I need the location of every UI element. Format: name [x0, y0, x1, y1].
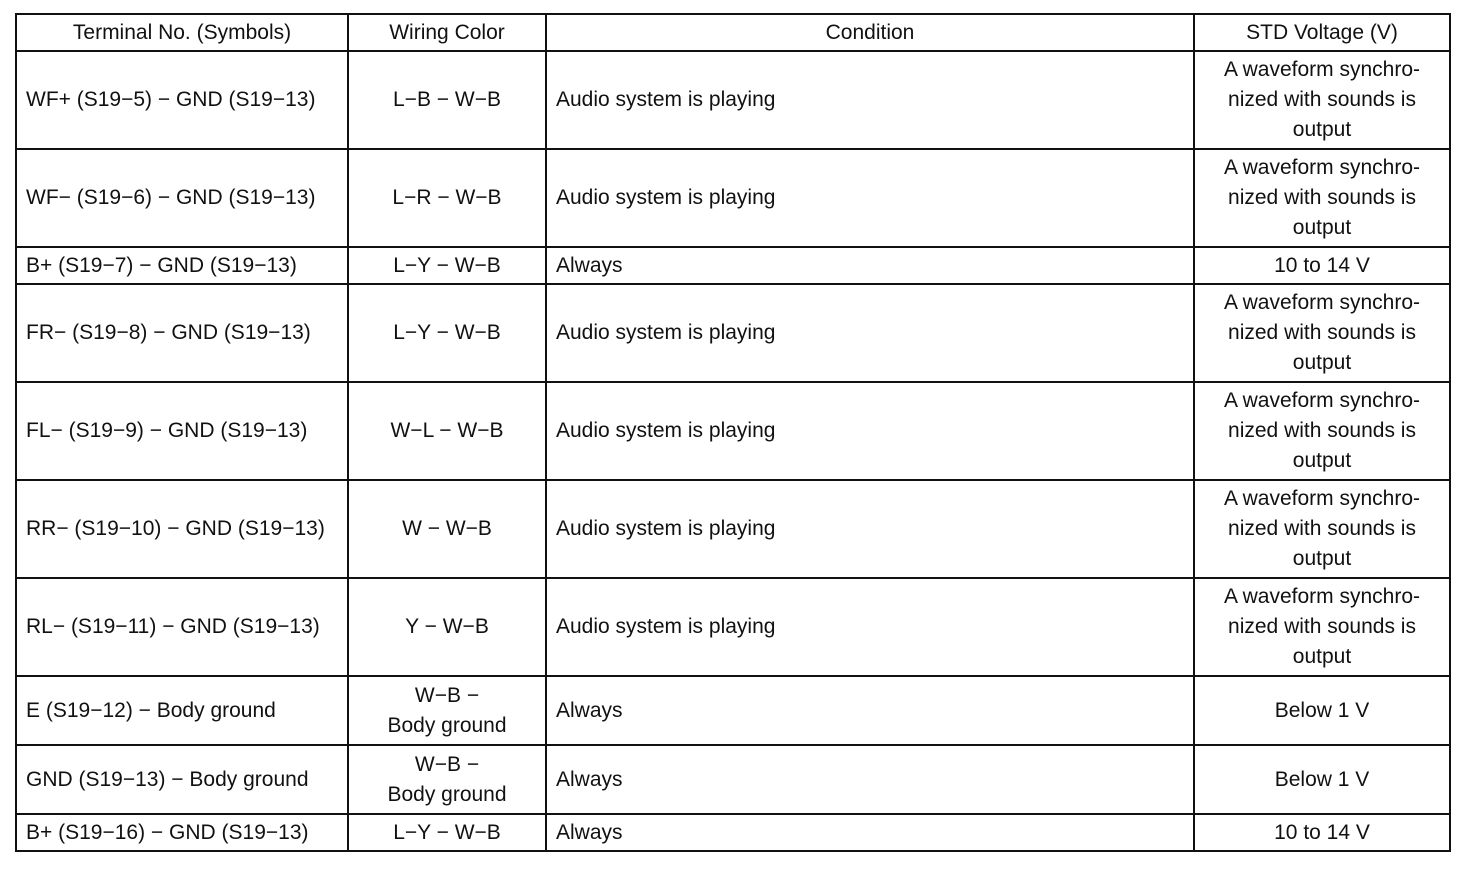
cell-condition: Audio system is playing [546, 480, 1194, 578]
cell-condition: Audio system is playing [546, 578, 1194, 676]
table-row [16, 284, 1450, 382]
cell-terminal: RL− (S19−11) − GND (S19−13) [16, 578, 348, 676]
cell-terminal: B+ (S19−16) − GND (S19−13) [16, 814, 348, 851]
cell-condition: Always [546, 745, 1194, 814]
cell-wiring-color: L−Y − W−B [348, 284, 546, 382]
cell-terminal: RR− (S19−10) − GND (S19−13) [16, 480, 348, 578]
cell-wiring-color: W−L − W−B [348, 382, 546, 480]
terminal-voltage-table [15, 13, 1451, 852]
header-std-voltage: STD Voltage (V) [1194, 14, 1450, 51]
cell-condition: Audio system is playing [546, 149, 1194, 247]
table-row [16, 745, 1450, 814]
cell-condition: Always [546, 814, 1194, 851]
cell-std-voltage: 10 to 14 V [1194, 247, 1450, 284]
cell-terminal: WF+ (S19−5) − GND (S19−13) [16, 51, 348, 149]
cell-std-voltage: A waveform synchro- nized with sounds is output [1194, 149, 1450, 247]
cell-wiring-color: W−B − Body ground [348, 676, 546, 745]
table-header-row [16, 14, 1450, 51]
table-row [16, 814, 1450, 851]
cell-std-voltage: A waveform synchro- nized with sounds is output [1194, 480, 1450, 578]
cell-wiring-color: L−Y − W−B [348, 814, 546, 851]
cell-terminal: FL− (S19−9) − GND (S19−13) [16, 382, 348, 480]
cell-condition: Always [546, 247, 1194, 284]
cell-wiring-color: L−R − W−B [348, 149, 546, 247]
cell-std-voltage: 10 to 14 V [1194, 814, 1450, 851]
table-row [16, 382, 1450, 480]
cell-condition: Audio system is playing [546, 284, 1194, 382]
cell-terminal: FR− (S19−8) − GND (S19−13) [16, 284, 348, 382]
header-condition: Condition [546, 14, 1194, 51]
cell-std-voltage: A waveform synchro- nized with sounds is output [1194, 382, 1450, 480]
cell-wiring-color: W−B − Body ground [348, 745, 546, 814]
cell-std-voltage: A waveform synchro- nized with sounds is output [1194, 51, 1450, 149]
table-row [16, 578, 1450, 676]
cell-std-voltage: A waveform synchro- nized with sounds is output [1194, 578, 1450, 676]
cell-terminal: B+ (S19−7) − GND (S19−13) [16, 247, 348, 284]
cell-condition: Audio system is playing [546, 51, 1194, 149]
table-row [16, 247, 1450, 284]
cell-condition: Audio system is playing [546, 382, 1194, 480]
table-row [16, 480, 1450, 578]
cell-wiring-color: L−B − W−B [348, 51, 546, 149]
cell-std-voltage: Below 1 V [1194, 676, 1450, 745]
cell-condition: Always [546, 676, 1194, 745]
cell-std-voltage: A waveform synchro- nized with sounds is output [1194, 284, 1450, 382]
table-row [16, 676, 1450, 745]
cell-wiring-color: L−Y − W−B [348, 247, 546, 284]
table-row [16, 149, 1450, 247]
header-terminal: Terminal No. (Symbols) [16, 14, 348, 51]
table-row [16, 51, 1450, 149]
cell-terminal: WF− (S19−6) − GND (S19−13) [16, 149, 348, 247]
cell-terminal: E (S19−12) − Body ground [16, 676, 348, 745]
cell-std-voltage: Below 1 V [1194, 745, 1450, 814]
cell-wiring-color: Y − W−B [348, 578, 546, 676]
cell-terminal: GND (S19−13) − Body ground [16, 745, 348, 814]
header-wiring-color: Wiring Color [348, 14, 546, 51]
cell-wiring-color: W − W−B [348, 480, 546, 578]
